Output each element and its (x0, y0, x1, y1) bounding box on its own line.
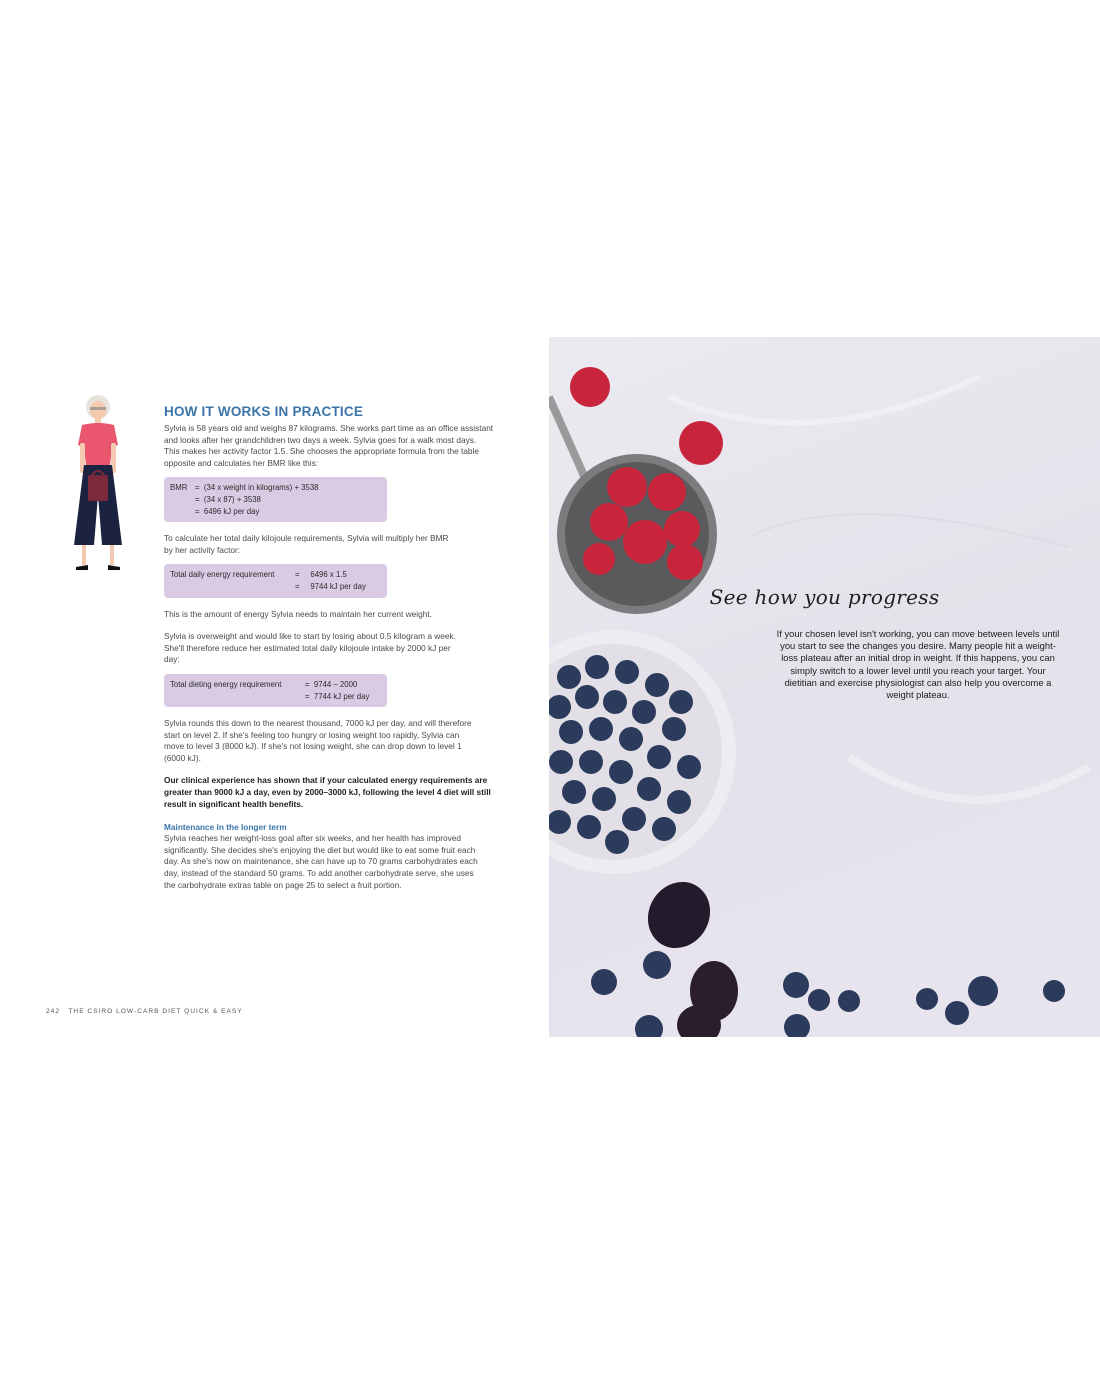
energy-box (164, 564, 387, 597)
page-heading: HOW IT WORKS IN PRACTICE (164, 404, 364, 419)
main-text (164, 404, 499, 891)
dieting-box (164, 674, 387, 707)
energy-label: Total daily energy requirement (170, 570, 275, 580)
paragraph-5: Sylvia rounds this down to the nearest thousand, 7000 kJ per day, and will therefore start on level 2. If she's feeling too hungry or losing weight too rapidly, Sylvia can move to level 3 (8000 kJ). If she's not losing weight, she can drop down to level 1 (6000 kJ). (164, 718, 472, 763)
maintenance-subheading: Maintenance in the longer term (164, 822, 287, 833)
section-body: If your chosen level isn't working, you can move between levels until you start to see the changes you desire. Many people hit a weight-loss plateau after an initial drop in weight. If this happens, you can simply switch to a lower level until you reach your target. Your dietitian and exercise physiologist can also help you overcome a weight plateau. (776, 628, 1060, 701)
dieting-label: Total dieting energy requirement (170, 679, 282, 689)
paragraph-4: Sylvia is overweight and would like to start by losing about 0.5 kilogram a week. She'll therefore reduce her estimated total daily kilojoule intake by 2000 kJ per day: (164, 631, 456, 665)
bmr-label: BMR (170, 483, 188, 493)
bmr-line-3: = 6496 kJ per day (195, 506, 260, 516)
book-title: THE CSIRO LOW-CARB DIET QUICK & EASY (68, 1008, 243, 1015)
paragraph-3: This is the amount of energy Sylvia needs to maintain her current weight. (164, 608, 432, 619)
dieting-line-1: = 9744 – 2000 (305, 679, 358, 689)
page-footer (46, 1008, 243, 1015)
energy-line-1: = 6496 x 1.5 (295, 570, 347, 580)
paragraph-2: To calculate her total daily kilojoule requirements, Sylvia will multiply her BMR by her activity factor: (164, 533, 449, 555)
bmr-line-2: = (34 x 87) + 3538 (195, 494, 261, 504)
bmr-box (164, 477, 387, 522)
clinical-note: Our clinical experience has shown that if your calculated energy requirements are greater than 9000 kJ a day, even by 2000–3000 kJ, following the level 4 diet will still result in significant health benefits. (164, 775, 491, 809)
dieting-line-2: = 7744 kJ per day (305, 691, 370, 701)
page-number: 242 (46, 1008, 61, 1015)
section-title: See how you progress (709, 585, 940, 609)
blackberry (636, 871, 722, 960)
paragraph-6: Sylvia reaches her weight-loss goal after six weeks, and her health has improved significantly. She decides she's enjoying the diet but would like to eat some fruit each day. As she's now on maintenance, she can have up to 70 grams carbohydrates each day, instead of the standard 50 grams. To add another carbohydrate serve, she uses the carbohydrate extras table on page 25 to select a fruit portion. (164, 833, 478, 890)
left-page (0, 337, 549, 1037)
bmr-line-1: = (34 x weight in kilograms) + 3538 (195, 483, 319, 493)
woman-illustration (70, 395, 130, 575)
intro-paragraph: Sylvia is 58 years old and weighs 87 kilograms. She works part time as an office assistant and looks after her grandchildren two days a week. Sylvia goes for a walk most days. This makes her activity factor 1.5. She chooses the appropriate formula from the table opposite and calculates her BMR like this: (164, 423, 494, 468)
book-spread (0, 337, 1100, 1037)
energy-line-2: = 9744 kJ per day (295, 581, 366, 591)
right-page-photo (549, 337, 1100, 1037)
